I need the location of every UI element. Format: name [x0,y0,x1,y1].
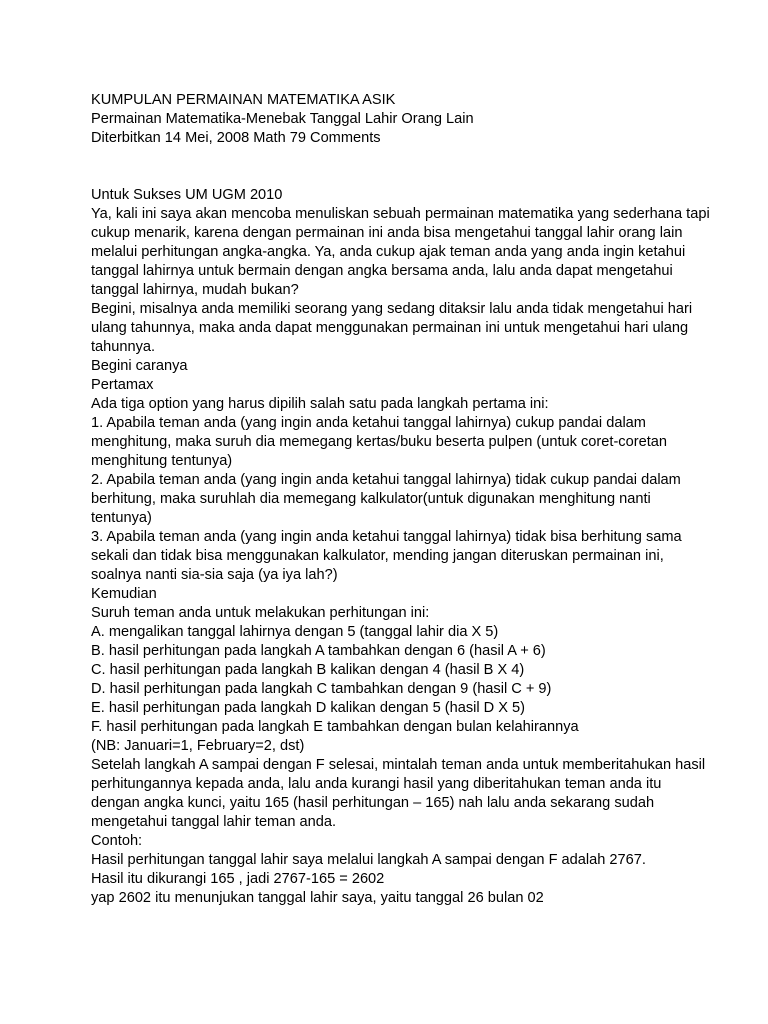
body-text-line: 2. Apabila teman anda (yang ingin anda ketahui tanggal lahirnya) tidak cukup pandai dalam [91,472,681,488]
body-text-line: D. hasil perhitungan pada langkah C tambahkan dengan 9 (hasil C + 9) [91,681,552,697]
body-text-line: ulang tahunnya, maka anda dapat menggunakan permainan ini untuk mengetahui hari ulang [91,320,689,336]
body-text-line: mengetahui tanggal lahir teman anda. [91,814,337,830]
body-text-line: B. hasil perhitungan pada langkah A tambahkan dengan 6 (hasil A + 6) [91,643,546,659]
body-text-line: Ya, kali ini saya akan mencoba menuliskan sebuah permainan matematika yang sederhana tapi [91,206,710,222]
body-text-line: menghitung tentunya) [91,453,233,469]
body-text-line: Ada tiga option yang harus dipilih salah satu pada langkah pertama ini: [91,396,549,412]
document-page [91,91,731,908]
body-text-line: tanggal lahirnya untuk bermain dengan angka bersama anda, lalu anda dapat mengetahui [91,263,673,279]
body-text-line: F. hasil perhitungan pada langkah E tambahkan dengan bulan kelahirannya [91,719,579,735]
body-text-line: perhitungannya kepada anda, lalu anda kurangi hasil yang diberitahukan teman anda itu [91,776,662,792]
body-text-line: C. hasil perhitungan pada langkah B kalikan dengan 4 (hasil B X 4) [91,662,525,678]
body-text-line: Pertamax [91,377,154,393]
body-text-line: E. hasil perhitungan pada langkah D kalikan dengan 5 (hasil D X 5) [91,700,526,716]
body-text-line: (NB: Januari=1, February=2, dst) [91,738,305,754]
body-text-line: Untuk Sukses UM UGM 2010 [91,187,283,203]
document-title: KUMPULAN PERMAINAN MATEMATIKA ASIK [91,92,396,108]
body-text-line: 3. Apabila teman anda (yang ingin anda ketahui tanggal lahirnya) tidak bisa berhitung sama [91,529,682,545]
body-text-line: Begini, misalnya anda memiliki seorang yang sedang ditaksir lalu anda tidak mengetahui hari [91,301,693,317]
publish-meta: Diterbitkan 14 Mei, 2008 Math 79 Comments [91,130,381,146]
body-text-line: Hasil itu dikurangi 165 , jadi 2767-165 = 2602 [91,871,385,887]
body-text-line: tentunya) [91,510,152,526]
body-text-line: Suruh teman anda untuk melakukan perhitungan ini: [91,605,430,621]
body-text-line: Hasil perhitungan tanggal lahir saya melalui langkah A sampai dengan F adalah 2767. [91,852,646,868]
body-text-line: sekali dan tidak bisa menggunakan kalkulator, mending jangan diteruskan permainan ini, [91,548,664,564]
body-text-line: tahunnya. [91,339,156,355]
body-text-line: Contoh: [91,833,143,849]
body-text-line: yap 2602 itu menunjukan tanggal lahir saya, yaitu tanggal 26 bulan 02 [91,890,544,906]
body-text-line: tanggal lahirnya, mudah bukan? [91,282,299,298]
body-text-line: dengan angka kunci, yaitu 165 (hasil perhitungan – 165) nah lalu anda sekarang sudah [91,795,655,811]
body-text-line: A. mengalikan tanggal lahirnya dengan 5 (tanggal lahir dia X 5) [91,624,499,640]
body-text-line: cukup menarik, karena dengan permainan ini anda bisa mengetahui tanggal lahir orang lain [91,225,683,241]
document-subtitle: Permainan Matematika-Menebak Tanggal Lahir Orang Lain [91,111,474,127]
body-text-line: Kemudian [91,586,157,602]
body-text-line: berhitung, maka suruhlah dia memegang kalkulator(untuk digunakan menghitung nanti [91,491,651,507]
body-text-line: soalnya nanti sia-sia saja (ya iya lah?) [91,567,338,583]
body-text-line: menghitung, maka suruh dia memegang kertas/buku beserta pulpen (untuk coret-coretan [91,434,667,450]
body-text-line: Setelah langkah A sampai dengan F selesai, mintalah teman anda untuk memberitahukan hasil [91,757,706,773]
body-text-line: 1. Apabila teman anda (yang ingin anda ketahui tanggal lahirnya) cukup pandai dalam [91,415,646,431]
document-body [91,186,731,908]
body-text-line: Begini caranya [91,358,188,374]
spacer [91,148,731,186]
body-text-line: melalui perhitungan angka-angka. Ya, anda cukup ajak teman anda yang anda ingin ketahui [91,244,686,260]
